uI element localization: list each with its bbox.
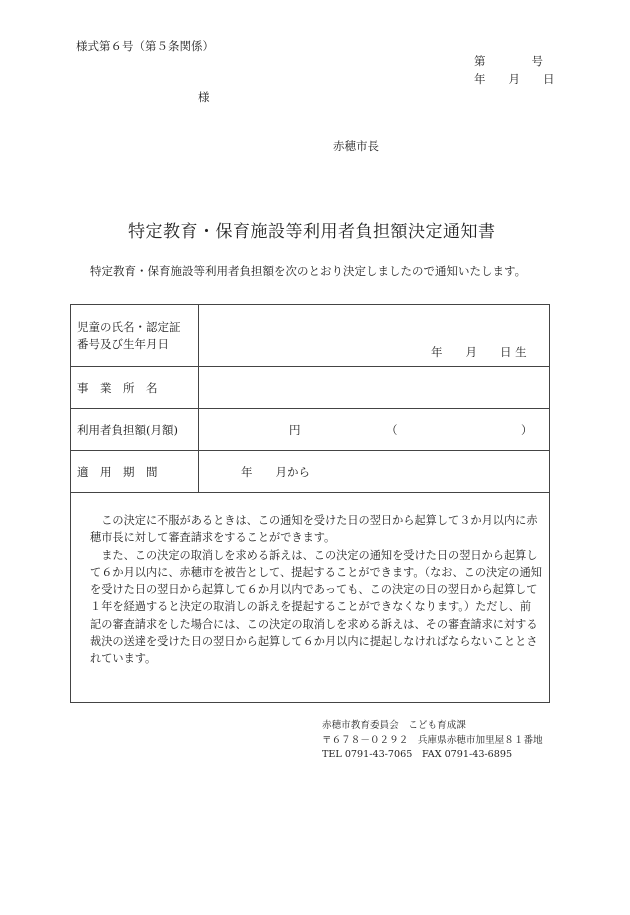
child-value-cell[interactable]	[199, 305, 550, 367]
footer-address: 〒６７８－０２９２ 兵庫県赤穂市加里屋８１番地	[322, 734, 543, 746]
paren-close: ）	[521, 423, 533, 437]
recipient-suffix: 様	[198, 90, 210, 104]
period-value-cell[interactable]	[199, 451, 550, 493]
notice-paragraph-2: また、この決定の取消しを求める訴えは、この決定の通知を受けた日の翌日から起算して６か月以内に、赤穂市を被告として、提起することができます。（なお、この決定の通知を受けた日の翌日から起算して６か月以内であっても、この決定の日の翌日から起算して１年を経過すると決定の取消しの訴えを提起することができなくなります。）ただし、前記の審査請求をした場合には、この決定の取消しを求める訴えは、その審査請求に対する裁決の送達を受けた日の翌日から起算して６か月以内に提起しなければならないこととされています。	[90, 548, 542, 666]
fee-value-cell[interactable]	[199, 409, 550, 451]
paren-open: （	[386, 423, 398, 437]
issuer-name: 赤穂市長	[333, 139, 379, 153]
child-label-line1: 児童の氏名・認定証	[77, 319, 181, 334]
intro-text: 特定教育・保育施設等利用者負担額を次のとおり決定しましたので通知いたします。	[90, 264, 527, 278]
facility-label-cell	[71, 367, 199, 409]
document-number-label: 第 号	[474, 54, 543, 68]
table-row-fee	[71, 409, 550, 451]
fee-label-cell	[71, 409, 199, 451]
notice-paragraph-1: この決定に不服があるときは、この通知を受けた日の翌日から起算して３か月以内に赤穂市長に対して審査請求をすることができます。	[90, 514, 538, 545]
date-label: 年 月 日	[474, 72, 555, 86]
table-row-child	[71, 305, 550, 367]
birth-date-label: 年 月 日 生	[431, 345, 527, 359]
period-value: 年 月から	[241, 464, 310, 479]
table-row-facility	[71, 367, 550, 409]
facility-label: 事 業 所 名	[77, 380, 158, 395]
child-label-line2: 番号及び生年月日	[77, 336, 169, 351]
period-label: 適 用 期 間	[77, 464, 158, 479]
document-title: 特定教育・保育施設等利用者負担額決定通知書	[128, 222, 496, 242]
footer-phone-fax: TEL 0791-43-7065 FAX 0791-43-6895	[322, 749, 513, 760]
table-row-period	[71, 451, 550, 493]
facility-value-cell[interactable]	[199, 367, 550, 409]
period-label-cell	[71, 451, 199, 493]
contact-footer	[322, 719, 543, 763]
child-label-cell	[71, 305, 199, 367]
footer-department: 赤穂市教育委員会 こども育成課	[322, 720, 466, 731]
fee-label: 利用者負担額(月額)	[77, 422, 178, 437]
appeal-notice	[90, 512, 542, 668]
yen-label: 円	[289, 423, 301, 437]
form-number: 様式第６号（第５条関係）	[76, 39, 214, 53]
